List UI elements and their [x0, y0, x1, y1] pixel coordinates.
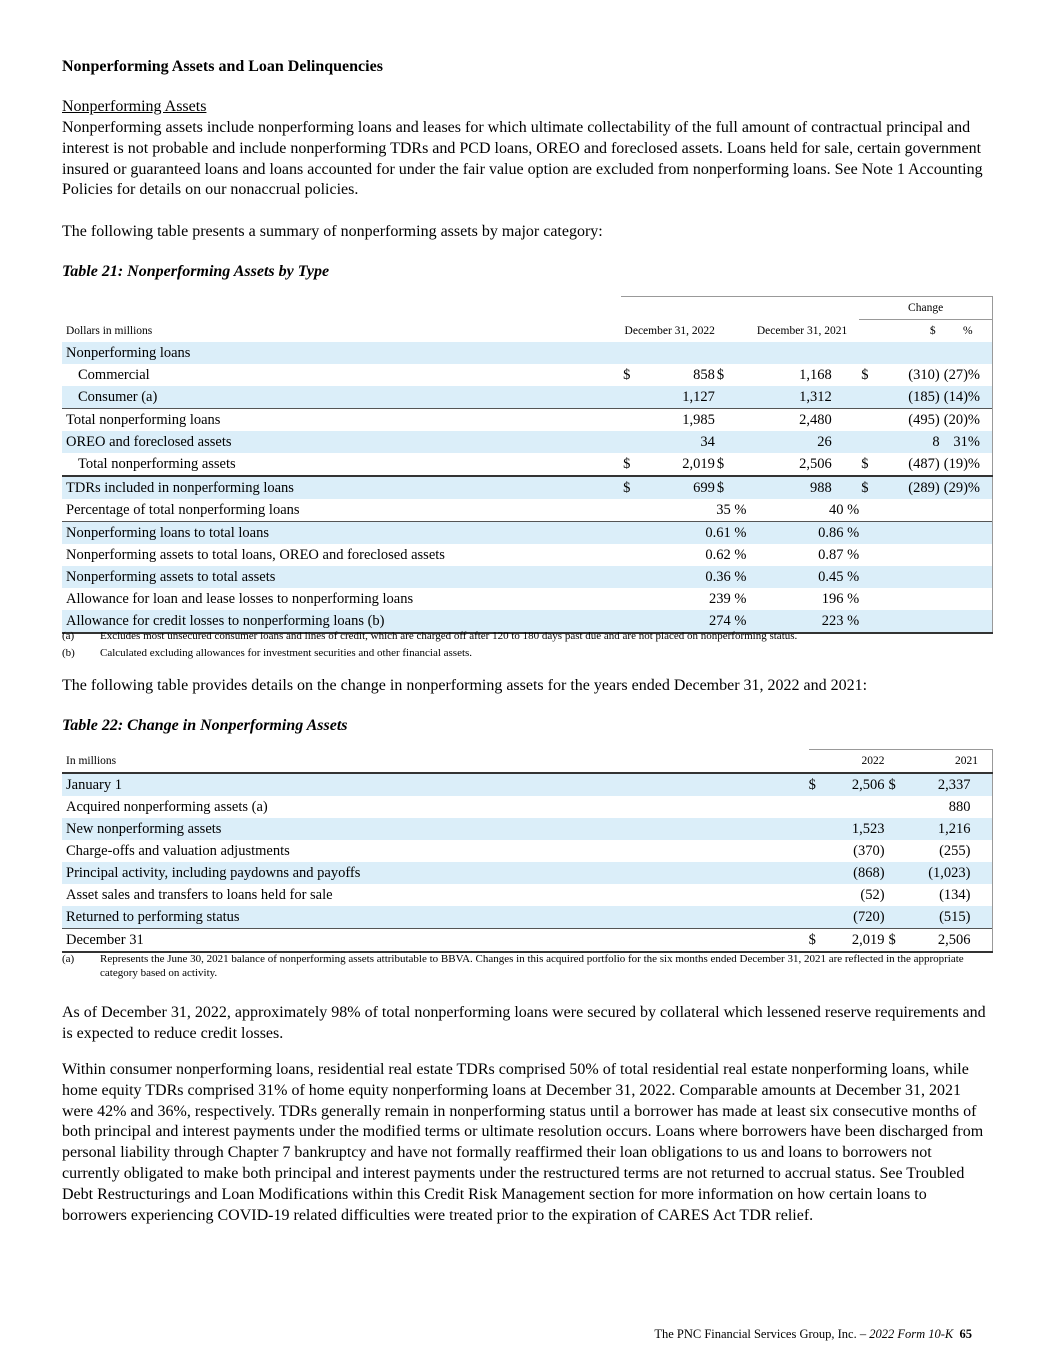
table21-cell-c2	[715, 342, 747, 364]
table22-cell-c2	[889, 884, 909, 906]
table22-cell-v2: 1,216	[909, 818, 971, 840]
table22-cell-c2	[889, 796, 909, 818]
table22-row	[62, 796, 993, 818]
table21-cell-c3	[859, 566, 892, 588]
t22-col-header-label: In millions	[66, 754, 117, 767]
table21-cell-label: Consumer (a)	[62, 386, 621, 409]
table21-cell-v4: (20)%	[944, 409, 993, 432]
table22-cell-c2	[889, 906, 909, 929]
table22-cell-c2: $	[889, 929, 909, 953]
table21-cell-c2: $	[715, 476, 747, 499]
table21-cell-v2: 1,312	[747, 386, 832, 409]
table21-cell-v1: 274 %	[637, 610, 746, 633]
footer-company: The PNC Financial Services Group, Inc. –	[654, 1327, 870, 1341]
table22-cell-v2: 2,337	[909, 773, 971, 796]
table21-cell-v1: 0.36 %	[637, 566, 746, 588]
table21-cell-c3: $	[861, 366, 869, 383]
table21-cell-c1: $	[621, 476, 637, 499]
col-header-2021: December 31, 2021	[756, 324, 848, 337]
table22-cell-c1	[809, 906, 829, 929]
table21-row	[62, 588, 993, 610]
table22-cell-c2	[889, 840, 909, 862]
table21-cell-c1	[621, 499, 637, 522]
table22-cell-label: Charge-offs and valuation adjustments	[66, 842, 290, 859]
table21-cell-c3	[859, 588, 892, 610]
intro-paragraph: Nonperforming assets include nonperforming loans and leases for which ultimate collectability of the full amount of contractual principal and interest is not probable and include nonperforming TDRs and PCD loans, OREO and foreclosed assets. Loans held for sale, certain government insured or guaranteed loans and loans accounted for under the fair value option are excluded from nonperforming loans. See Note 1 Accounting Policies for details on our nonaccrual policies.	[62, 119, 983, 199]
table21-cell-c1	[621, 544, 637, 566]
table21-cell-c1: $	[623, 455, 631, 472]
table21-cell-label: Total nonperforming assets	[78, 455, 236, 472]
table21-cell-c3	[859, 499, 892, 522]
table22-cell-v1: 1,523	[829, 818, 889, 840]
table21-cell-v2: 0.87 %	[818, 546, 860, 563]
tdr-paragraph: Within consumer nonperforming loans, residential real estate TDRs comprised 50% of total residential real estate nonperforming loans, while home equity TDRs comprised 31% of home equity nonperforming loans at December 31, 2022. Comparable amounts at December 31, 2021 were 42% and 36%, respectively. TDRs generally remain in nonperforming status until a borrower has made at least six consecutive months of both principal and interest payments under the modified terms or ultimate resolution occurs. Loans where borrowers have been discharged from personal liability through Chapter 7 bankruptcy and have not formally reaffirmed their loan obligations to us and loans to borrowers not currently obligated to make both principal and interest payments under the restructured terms are not returned to accrual status. See Troubled Debt Restructurings and Loan Modifications within this Credit Risk Management section for more information on how certain loans to borrowers experiencing COVID-19 related difficulties were treated prior to the expiration of CARES Act TDR relief.	[62, 1061, 984, 1224]
table22-cell-v1	[829, 796, 889, 818]
table22-cell-v1: (370)	[853, 842, 885, 859]
t22-col-header-2022: 2022	[809, 750, 889, 774]
table21-cell-label: Total nonperforming loans	[62, 409, 621, 432]
table21-cell-v3	[892, 566, 943, 588]
table21-cell-v3	[892, 522, 943, 545]
t22-col-header-2021: 2021	[889, 750, 993, 774]
table21-cell-v2	[747, 342, 832, 364]
table21-row	[62, 544, 993, 566]
table21	[62, 296, 993, 634]
table21-cell-v4	[944, 342, 993, 364]
table21-cell-label: Nonperforming loans	[62, 342, 621, 364]
table21-cell-v2: 223 %	[747, 610, 860, 633]
table22-row	[62, 862, 993, 884]
table21-cell-v1: 699	[637, 476, 715, 499]
table21-cell-c1: $	[623, 366, 631, 383]
table21-cell-c2	[715, 431, 747, 453]
table21-cell-c1	[621, 409, 637, 432]
table22-cell-c1	[809, 840, 829, 862]
table21-row	[62, 409, 993, 432]
table22-cell-v2: 2,506	[909, 929, 971, 953]
table21-cell-label: Allowance for credit losses to nonperforming loans (b)	[62, 610, 621, 633]
table21-cell-c1	[621, 522, 637, 545]
table22-cell-c1: $	[809, 773, 829, 796]
table22-cell-c1: $	[809, 929, 829, 953]
table21-cell-v3: (495)	[892, 409, 943, 432]
table22-cell-c2	[889, 818, 909, 840]
table21-cell-v4: 31%	[944, 431, 993, 453]
page-number: 65	[959, 1327, 972, 1341]
table21-row	[62, 431, 993, 453]
subsection-heading: Nonperforming Assets	[62, 98, 207, 115]
table22-cell-label: January 1	[62, 773, 809, 796]
table21-cell-v2: 196 %	[821, 590, 860, 607]
table21-cell-v3: (487)	[908, 455, 940, 472]
table22-cell-v1: 2,019	[829, 929, 889, 953]
table22-cell-v1: (720)	[829, 906, 889, 929]
table22-cell-label: Returned to performing status	[62, 906, 809, 929]
table22-cell-v1: 2,506	[829, 773, 889, 796]
table22-cell-v1: (52)	[860, 886, 885, 903]
table22-title: Table 22: Change in Nonperforming Assets	[62, 717, 348, 734]
table21-cell-v4: (19)%	[944, 453, 993, 476]
table22-cell-v1: (868)	[829, 862, 889, 884]
table21-cell-c2: $	[716, 455, 725, 472]
change-header: Change	[859, 297, 992, 320]
table22-cell-v2: (1,023)	[909, 862, 971, 884]
table22-cell-c1	[809, 884, 829, 906]
table21-row	[62, 364, 993, 386]
table21-cell-v2: 2,480	[747, 409, 832, 432]
table21-cell-label: Percentage of total nonperforming loans	[66, 501, 300, 518]
table21-cell-v3: (185)	[892, 386, 943, 409]
table22-cell-label: Acquired nonperforming assets (a)	[66, 798, 268, 815]
table22-cell-label: Asset sales and transfers to loans held for sale	[66, 886, 333, 903]
table22-row	[62, 906, 993, 929]
table21-cell-c1	[621, 342, 637, 364]
table21-cell-v3: (310)	[908, 366, 940, 383]
table21-cell-c3: $	[861, 455, 869, 472]
table21-lead-paragraph: The following table presents a summary of nonperforming assets by major category:	[62, 223, 603, 240]
table22-cell-c2: $	[889, 773, 909, 796]
table21-cell-v3	[892, 588, 943, 610]
table22	[62, 749, 993, 953]
table22-row	[62, 773, 993, 796]
table21-cell-v4	[944, 544, 993, 566]
table21-cell-c3	[859, 409, 892, 432]
table21-cell-c1	[621, 386, 637, 409]
table22-cell-v2: (134)	[939, 886, 971, 903]
table21-cell-v4	[944, 499, 993, 522]
table21-cell-v2: 0.86 %	[747, 522, 860, 545]
table21-cell-v1: 1,985	[637, 409, 715, 432]
table21-cell-label: Nonperforming assets to total loans, OREO and foreclosed assets	[66, 546, 445, 563]
table21-row	[62, 476, 993, 499]
table21-cell-c3	[859, 522, 892, 545]
table21-cell-c1	[621, 566, 637, 588]
table21-cell-label: Nonperforming loans to total loans	[62, 522, 621, 545]
table21-cell-v3: (289)	[892, 476, 943, 499]
col-header-2022: December 31, 2022	[624, 324, 715, 337]
table22-row	[62, 840, 993, 862]
table22-row	[62, 929, 993, 953]
table21-cell-v1: 858	[693, 366, 715, 383]
table21-row	[62, 499, 993, 522]
table21-cell-v1: 34	[637, 431, 715, 453]
table22-row	[62, 884, 993, 906]
table22-cell-c1	[809, 862, 829, 884]
table21-cell-v2: 1,168	[799, 366, 832, 383]
table21-cell-v1	[637, 342, 715, 364]
table22-cell-v2: (515)	[909, 906, 971, 929]
table21-cell-v3	[892, 499, 943, 522]
table21-row	[62, 453, 993, 476]
table21-cell-v3: 8	[892, 431, 943, 453]
table21-cell-v4	[944, 566, 993, 588]
table21-cell-v1: 2,019	[682, 455, 715, 472]
table21-cell-v4: (27)%	[944, 364, 993, 386]
table22-cell-label: Principal activity, including paydowns and payoffs	[62, 862, 809, 884]
table21-cell-v1: 0.62 %	[705, 546, 747, 563]
table21-cell-v2: 988	[747, 476, 832, 499]
table21-cell-label: Allowance for loan and lease losses to nonperforming loans	[66, 590, 414, 607]
table21-cell-v4: (14)%	[944, 386, 993, 409]
table21-cell-v2: 2,506	[799, 455, 832, 472]
table21-cell-v1: 1,127	[637, 386, 715, 409]
table21-cell-c3	[859, 431, 892, 453]
table22-cell-c1	[809, 796, 829, 818]
table21-row	[62, 522, 993, 545]
table21-cell-v2: 0.45 %	[747, 566, 860, 588]
table21-cell-c2	[715, 386, 747, 409]
table21-row	[62, 342, 993, 364]
table21-cell-c3	[859, 544, 892, 566]
table21-cell-c2: $	[716, 366, 725, 383]
table21-cell-c2	[715, 409, 747, 432]
footer-form: 2022 Form 10-K	[869, 1327, 954, 1341]
table21-cell-v3	[892, 342, 943, 364]
table22-cell-label: December 31	[62, 929, 809, 953]
table21-cell-label: TDRs included in nonperforming loans	[62, 476, 621, 499]
table21-cell-v4: (29)%	[944, 476, 993, 499]
table21-cell-v2: 26	[747, 431, 832, 453]
table21-cell-v1: 239 %	[709, 590, 747, 607]
table21-cell-v1: 0.61 %	[637, 522, 746, 545]
table22-cell-c1	[809, 818, 829, 840]
table21-cell-v4	[944, 522, 993, 545]
table22-cell-v2: (255)	[939, 842, 971, 859]
table22-cell-label: New nonperforming assets	[62, 818, 809, 840]
page-footer	[654, 1327, 972, 1342]
table21-title: Table 21: Nonperforming Assets by Type	[62, 263, 330, 280]
table21-cell-v2: 40 %	[829, 501, 860, 518]
table21-row	[62, 566, 993, 588]
table22-lead-paragraph: The following table provides details on the change in nonperforming assets for the years ended December 31, 2022 and 2021:	[62, 677, 868, 694]
table21-cell-c3	[859, 386, 892, 409]
col-header-label: Dollars in millions	[66, 324, 153, 337]
table21-cell-c1	[621, 431, 637, 453]
table21-cell-label: Commercial	[78, 366, 150, 383]
collateral-paragraph: As of December 31, 2022, approximately 98% of total nonperforming loans were secured by collateral which lessened reserve requirements and is expected to reduce credit losses.	[62, 1004, 986, 1042]
table21-cell-label: OREO and foreclosed assets	[62, 431, 621, 453]
col-header-change-pct: %	[944, 320, 993, 343]
table21-cell-c3: $	[859, 476, 892, 499]
table22-row	[62, 818, 993, 840]
table21-cell-c3	[859, 342, 892, 364]
table22-cell-c2	[889, 862, 909, 884]
table21-cell-v4	[944, 588, 993, 610]
table22-cell-v2: 880	[948, 798, 971, 815]
table21-cell-v1: 35 %	[716, 501, 747, 518]
table21-cell-label: Nonperforming assets to total assets	[62, 566, 621, 588]
table21-row	[62, 386, 993, 409]
col-header-change-dollar: $	[859, 320, 943, 343]
table21-cell-v3	[892, 544, 943, 566]
section-heading: Nonperforming Assets and Loan Delinquencies	[62, 58, 383, 75]
table21-cell-c1	[621, 588, 637, 610]
